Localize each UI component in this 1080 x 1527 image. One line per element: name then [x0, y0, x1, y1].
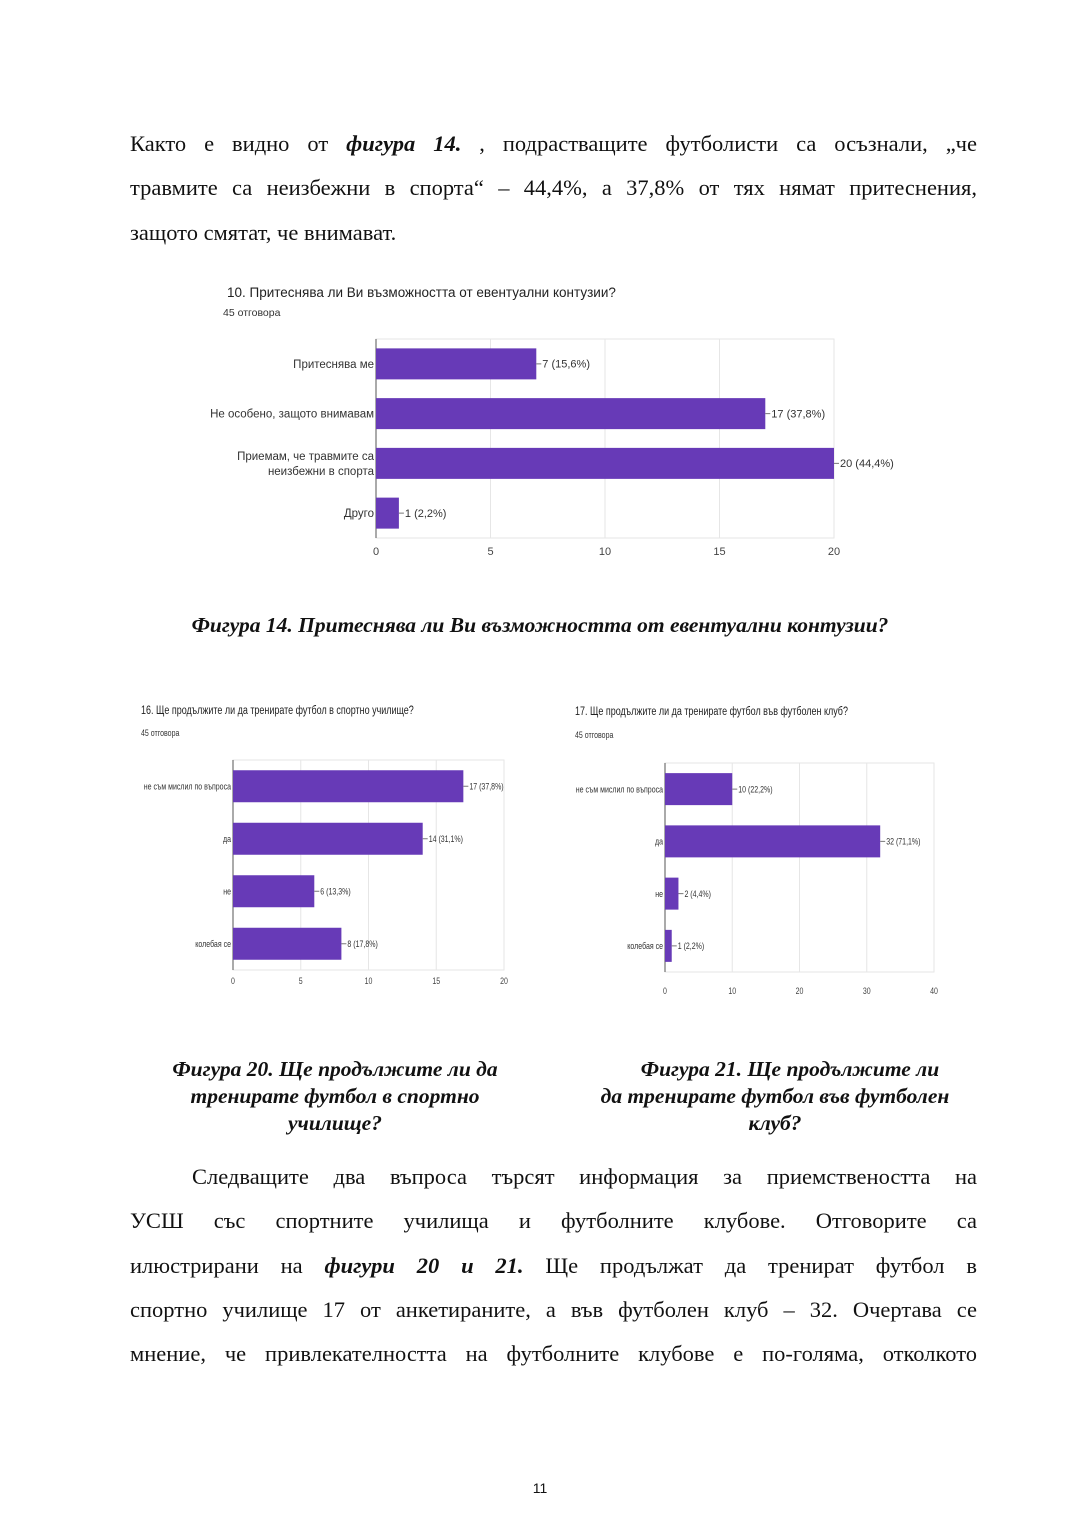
bar — [376, 448, 834, 479]
data-label: 2 (4,4%) — [684, 888, 711, 900]
paragraph-line: УСШ със спортните училища и футболните клубове. Отговорите са — [130, 1208, 977, 1234]
bar — [233, 823, 423, 855]
caption-line: Фигура 20. Ще продължите ли да — [172, 1057, 498, 1081]
figure-20-caption — [140, 1056, 530, 1137]
category-label: не съм мислил по въпроса — [143, 781, 231, 792]
bar — [233, 770, 463, 802]
paragraph-line: Както е видно от фигура 14. , подрастващите футболисти са осъзнали, „че — [130, 131, 977, 156]
data-label: 7 (15,6%) — [542, 358, 591, 371]
data-label: 1 (2,2%) — [404, 507, 447, 520]
paragraph-line: травмите са неизбежни в спорта“ – 44,4%, а 37,8% от тях нямат притеснения, — [130, 175, 977, 201]
data-label: 17 (37,8%) — [469, 781, 504, 792]
figure-21-caption — [560, 1056, 990, 1137]
bar — [665, 773, 732, 805]
data-label: 6 (13,3%) — [320, 886, 351, 897]
data-label: 17 (37,8%) — [771, 408, 826, 421]
bar — [233, 875, 314, 907]
tick-label: 10 — [728, 986, 737, 997]
chart-figure-21 — [565, 700, 965, 1000]
chart-title: 16. Ще продължите ли да тренирате футбол в спортно училище? — [141, 705, 414, 717]
bar — [376, 348, 536, 379]
bar — [376, 498, 399, 529]
paragraph-1 — [130, 122, 977, 255]
tick-label: 30 — [862, 986, 871, 997]
chart-subtitle: 45 отговора — [575, 730, 614, 740]
tick-label: 0 — [372, 546, 380, 558]
caption-line: Фигура 21. Ще продължите ли — [640, 1057, 940, 1081]
tick-label: 40 — [930, 986, 938, 997]
data-label: 10 (22,2%) — [738, 784, 773, 795]
data-label: 14 (31,1%) — [428, 834, 464, 845]
caption-line: клуб? — [748, 1111, 802, 1135]
bar — [665, 825, 880, 857]
tick-label: 20 — [500, 976, 508, 987]
paragraph-line: мнение, че привлекателността на футболните клубове е по-голяма, отколкото — [130, 1341, 977, 1367]
tick-label: 10 — [364, 976, 373, 987]
chart-title: 10. Притеснява ли Ви възможността от евентуални контузии? — [227, 285, 616, 300]
page-number: 11 — [532, 1480, 548, 1496]
tick-label: 0 — [231, 976, 235, 987]
tick-label: 15 — [713, 546, 726, 558]
data-label: 32 (71,1%) — [886, 836, 921, 847]
category-label: Друго — [343, 508, 374, 521]
tick-label: 5 — [487, 546, 494, 558]
category-label: колебая се — [195, 939, 231, 950]
caption-line: училище? — [288, 1111, 382, 1135]
bar-chart — [565, 700, 965, 1000]
figure-14-caption: Фигура 14. Притеснява ли Ви възможността от евентуални контузии? — [191, 613, 889, 637]
category-label: Притеснява ме — [293, 358, 374, 371]
category-label: колебая се — [627, 941, 663, 952]
category-label: Не особено, защото внимавам — [210, 408, 374, 421]
tick-label: 15 — [432, 976, 441, 987]
category-label: да — [654, 836, 663, 847]
paragraph-line: защото смятат, че внимават. — [130, 219, 397, 245]
category-label: Приемам, че травмите са — [237, 450, 374, 463]
data-label: 1 (2,2%) — [677, 941, 705, 952]
bar-chart — [205, 282, 905, 567]
caption-line: да тренирате футбол във футболен — [600, 1084, 950, 1108]
tick-label: 5 — [298, 976, 303, 987]
data-label: 8 (17,8%) — [347, 939, 378, 950]
bar — [233, 928, 341, 960]
chart-subtitle: 45 отговора — [223, 307, 281, 319]
category-label: да — [222, 834, 231, 845]
tick-label: 20 — [795, 986, 804, 997]
bar — [665, 878, 678, 910]
chart-subtitle: 45 отговора — [141, 728, 180, 738]
bar-chart — [130, 700, 530, 1000]
chart-title: 17. Ще продължите ли да тренирате футбол във футболен клуб? — [575, 706, 848, 718]
paragraph-line: илюстрирани на фигури 20 и 21. Ще продължат да тренират футбол в — [130, 1252, 977, 1278]
category-label: не съм мислил по въпроса — [575, 784, 663, 795]
tick-label: 0 — [663, 986, 667, 997]
chart-figure-14 — [205, 282, 905, 567]
tick-label: 20 — [827, 546, 841, 558]
data-label: 20 (44,4%) — [840, 458, 894, 471]
bar — [376, 398, 765, 429]
paragraph-line: спортно училище 17 от анкетираните, а във футболен клуб – 32. Очертава се — [130, 1296, 977, 1322]
chart-figure-20 — [130, 700, 530, 1000]
category-label: не — [655, 888, 663, 900]
tick-label: 10 — [598, 546, 612, 558]
bar — [665, 930, 672, 962]
caption-line: тренирате футбол в спортно — [190, 1084, 480, 1108]
category-label: неизбежни в спорта — [267, 465, 374, 478]
paragraph-line: Следващите два въпроса търсят информация за приемствеността на — [192, 1164, 977, 1189]
category-label: не — [223, 886, 231, 897]
paragraph-2 — [130, 1155, 977, 1376]
